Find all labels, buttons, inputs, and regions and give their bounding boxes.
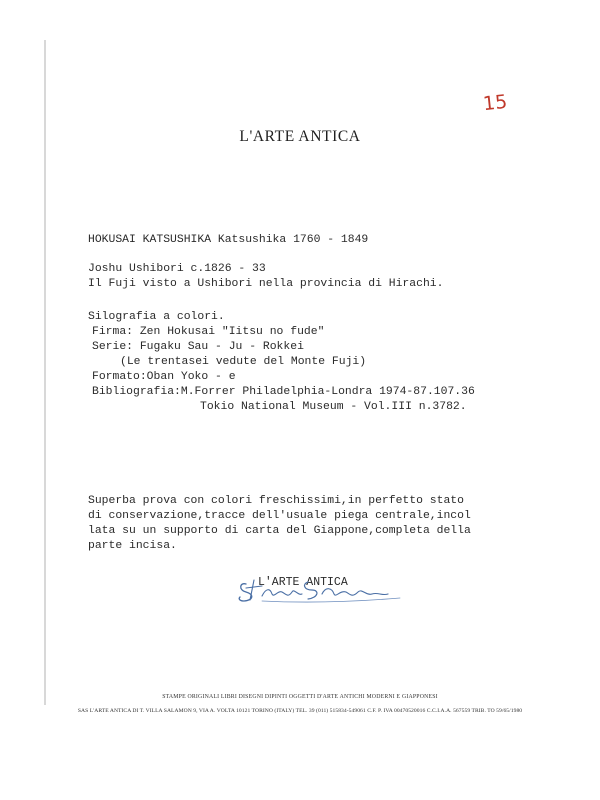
footer-line-2: SAS L'ARTE ANTICA DI T. VILLA SALAMON 9, VIA A. VOLTA 10121 TORINO (ITALY) TEL. 39 (011) 515834-549061 C.F. P. IVA 00470520016 C.C.I.A.A. 567559 TRIB. TO 59/65/1980 [77,708,523,714]
page-number: 15 [481,90,509,116]
series-translation-line: (Le trentasei vedute del Monte Fuji) [120,356,367,368]
signature-line: Firma: Zen Hokusai "Iitsu no fude" [92,326,325,338]
artwork-title-line: Joshu Ushibori c.1826 - 33 [88,263,266,275]
stamp-signature-block [232,570,412,610]
description-line-1: Superba prova con colori freschissimi,in perfetto stato [88,495,464,507]
technique-line: Silografia a colori. [88,311,225,323]
format-line: Formato:Oban Yoko - e [92,371,236,383]
bibliography-line-2: Tokio National Museum - Vol.III n.3782. [200,401,467,413]
handwritten-signature [232,570,412,610]
description-line-4: parte incisa. [88,540,177,552]
artist-line: HOKUSAI KATSUSHIKA Katsushika 1760 - 1849 [88,234,369,246]
series-line: Serie: Fugaku Sau - Ju - Rokkei [92,341,304,353]
description-line-3: lata su un supporto di carta del Giappone,completa della [88,525,471,537]
artwork-subtitle-line: Il Fuji visto a Ushibori nella provincia di Hirachi. [88,278,444,290]
bibliography-line-1: Bibliografia:M.Forrer Philadelphia-Londra 1974-87.107.36 [92,386,475,398]
dealer-stamp: L'ARTE ANTICA [258,576,348,589]
description-line-2: di conservazione,tracce dell'usuale piega centrale,incol [88,510,471,522]
letterhead-title: L'ARTE ANTICA [239,128,361,145]
footer-line-1: STAMPE ORIGINALI LIBRI DISEGNI DIPINTI OGGETTI D'ARTE ANTICHI MODERNI E GIAPPONESI [162,694,438,700]
